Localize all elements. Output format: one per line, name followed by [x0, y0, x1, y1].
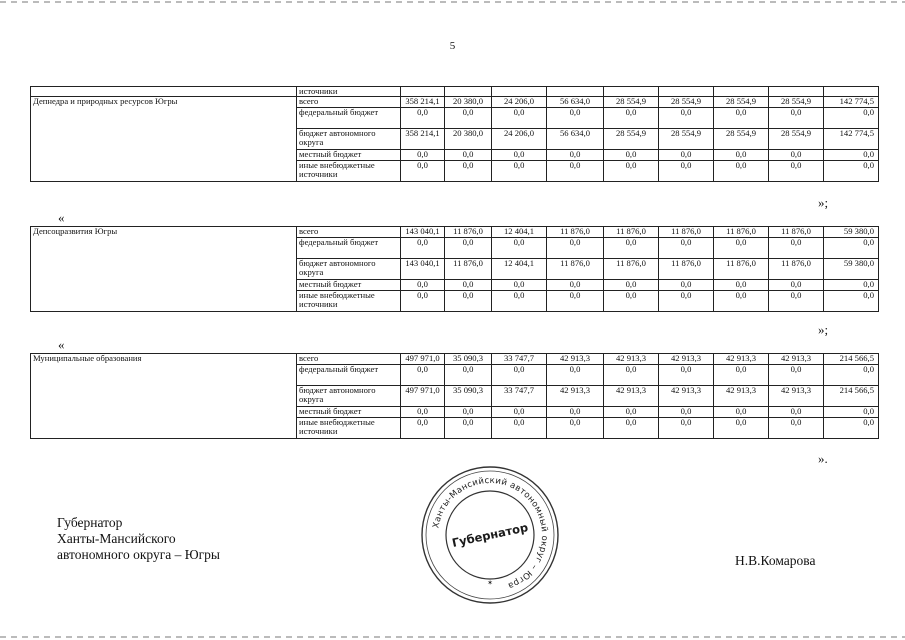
value-cell: 0,0 [604, 150, 659, 161]
table-row [31, 227, 879, 238]
value-cell: 0,0 [769, 418, 824, 439]
value-cell: 0,0 [604, 291, 659, 312]
value-cell: 0,0 [769, 238, 824, 259]
value-cell: 0,0 [824, 280, 879, 291]
table-row [31, 87, 879, 97]
signature-region: Ханты-Мансийского [57, 531, 176, 546]
value-cell: 0,0 [824, 291, 879, 312]
value-cell: 0,0 [401, 418, 445, 439]
value-cell: 0,0 [492, 108, 547, 129]
value-cell: 24 206,0 [492, 129, 547, 150]
value-cell: 28 554,9 [604, 129, 659, 150]
value-cell: 0,0 [604, 407, 659, 418]
official-stamp [419, 464, 561, 606]
value-cell: 42 913,3 [547, 386, 604, 407]
value-cell: 42 913,3 [659, 386, 714, 407]
value-cell: 12 404,1 [492, 259, 547, 280]
value-cell: 0,0 [492, 280, 547, 291]
source-cell: федеральный бюджет [297, 108, 401, 129]
value-cell [604, 87, 659, 97]
value-cell: 0,0 [492, 150, 547, 161]
value-cell: 11 876,0 [445, 227, 492, 238]
value-cell: 0,0 [769, 280, 824, 291]
value-cell: 0,0 [659, 161, 714, 182]
source-cell: бюджет автономного округа [297, 259, 401, 280]
value-cell: 0,0 [492, 418, 547, 439]
value-cell: 0,0 [714, 291, 769, 312]
value-cell: 0,0 [492, 238, 547, 259]
value-cell: 214 566,5 [824, 386, 879, 407]
value-cell: 42 913,3 [769, 386, 824, 407]
organization-cell: Депсоцразвития Югры [31, 227, 297, 312]
closing-quote-final: ». [818, 451, 828, 466]
value-cell: 42 913,3 [714, 386, 769, 407]
source-cell: федеральный бюджет [297, 365, 401, 386]
value-cell: 0,0 [445, 280, 492, 291]
value-cell: 28 554,9 [714, 129, 769, 150]
value-cell: 42 913,3 [769, 354, 824, 365]
value-cell: 0,0 [547, 291, 604, 312]
value-cell: 24 206,0 [492, 97, 547, 108]
value-cell: 0,0 [547, 238, 604, 259]
source-cell: всего [297, 97, 401, 108]
value-cell: 0,0 [401, 150, 445, 161]
value-cell: 11 876,0 [604, 227, 659, 238]
value-cell: 11 876,0 [714, 227, 769, 238]
value-cell: 0,0 [714, 280, 769, 291]
value-cell: 11 876,0 [714, 259, 769, 280]
value-cell: 0,0 [659, 365, 714, 386]
source-cell: местный бюджет [297, 407, 401, 418]
value-cell: 497 971,0 [401, 354, 445, 365]
value-cell: 42 913,3 [659, 354, 714, 365]
source-cell: местный бюджет [297, 280, 401, 291]
value-cell [824, 87, 879, 97]
value-cell: 0,0 [714, 150, 769, 161]
value-cell: 42 913,3 [714, 354, 769, 365]
scan-edge-bottom [0, 636, 905, 638]
source-cell: бюджет автономного округа [297, 129, 401, 150]
source-cell: иные внебюджетные источники [297, 161, 401, 182]
value-cell [714, 87, 769, 97]
budget-table-socdev [30, 226, 879, 312]
source-cell: источники [297, 87, 401, 97]
stamp-center-text: Губернатор [450, 520, 530, 550]
value-cell: 0,0 [547, 150, 604, 161]
value-cell: 143 040,1 [401, 227, 445, 238]
value-cell [659, 87, 714, 97]
value-cell: 0,0 [445, 291, 492, 312]
value-cell: 0,0 [445, 108, 492, 129]
value-cell: 20 380,0 [445, 97, 492, 108]
value-cell: 42 913,3 [604, 386, 659, 407]
value-cell: 28 554,9 [714, 97, 769, 108]
value-cell: 0,0 [714, 161, 769, 182]
value-cell: 11 876,0 [604, 259, 659, 280]
value-cell: 0,0 [401, 238, 445, 259]
value-cell: 59 380,0 [824, 259, 879, 280]
value-cell [769, 87, 824, 97]
value-cell: 35 090,3 [445, 354, 492, 365]
value-cell: 0,0 [445, 418, 492, 439]
source-cell: местный бюджет [297, 150, 401, 161]
value-cell: 0,0 [492, 161, 547, 182]
value-cell: 358 214,1 [401, 97, 445, 108]
value-cell: 0,0 [659, 407, 714, 418]
value-cell: 142 774,5 [824, 129, 879, 150]
value-cell: 0,0 [401, 280, 445, 291]
value-cell: 0,0 [714, 108, 769, 129]
value-cell: 497 971,0 [401, 386, 445, 407]
source-cell: всего [297, 354, 401, 365]
table-row [31, 97, 879, 108]
value-cell: 0,0 [769, 161, 824, 182]
value-cell: 142 774,5 [824, 97, 879, 108]
opening-quote: « [58, 337, 65, 352]
organization-cell: Муниципальные образования [31, 354, 297, 439]
stamp-ring-text: Ханты-Мансийский автономный округ – Югра [431, 475, 550, 591]
value-cell: 0,0 [547, 108, 604, 129]
value-cell: 0,0 [824, 150, 879, 161]
value-cell: 0,0 [401, 407, 445, 418]
page-number: 5 [449, 40, 456, 52]
value-cell: 0,0 [445, 161, 492, 182]
value-cell: 0,0 [824, 161, 879, 182]
value-cell: 0,0 [492, 365, 547, 386]
value-cell: 0,0 [492, 407, 547, 418]
value-cell: 0,0 [659, 418, 714, 439]
value-cell: 11 876,0 [659, 259, 714, 280]
value-cell: 11 876,0 [547, 227, 604, 238]
value-cell: 214 566,5 [824, 354, 879, 365]
value-cell [492, 87, 547, 97]
value-cell: 42 913,3 [604, 354, 659, 365]
value-cell: 33 747,7 [492, 354, 547, 365]
value-cell: 0,0 [445, 407, 492, 418]
value-cell: 0,0 [401, 161, 445, 182]
value-cell: 11 876,0 [769, 227, 824, 238]
source-cell: всего [297, 227, 401, 238]
value-cell: 42 913,3 [547, 354, 604, 365]
value-cell: 0,0 [714, 418, 769, 439]
value-cell: 0,0 [547, 418, 604, 439]
value-cell: 0,0 [401, 365, 445, 386]
value-cell: 0,0 [547, 407, 604, 418]
value-cell: 0,0 [445, 150, 492, 161]
value-cell: 0,0 [547, 161, 604, 182]
value-cell: 12 404,1 [492, 227, 547, 238]
value-cell: 0,0 [659, 280, 714, 291]
signature-block [57, 515, 220, 563]
source-cell: федеральный бюджет [297, 238, 401, 259]
value-cell [401, 87, 445, 97]
value-cell: 33 747,7 [492, 386, 547, 407]
table-row [31, 354, 879, 365]
value-cell: 0,0 [604, 418, 659, 439]
value-cell: 0,0 [824, 108, 879, 129]
value-cell: 0,0 [714, 365, 769, 386]
closing-quote: »; [818, 322, 829, 337]
value-cell: 56 634,0 [547, 129, 604, 150]
value-cell: 28 554,9 [769, 129, 824, 150]
value-cell: 0,0 [604, 238, 659, 259]
value-cell: 56 634,0 [547, 97, 604, 108]
value-cell: 35 090,3 [445, 386, 492, 407]
signature-title: Губернатор [57, 515, 123, 530]
value-cell: 0,0 [659, 150, 714, 161]
opening-quote: « [58, 210, 65, 225]
value-cell: 11 876,0 [547, 259, 604, 280]
value-cell: 0,0 [769, 150, 824, 161]
value-cell: 28 554,9 [769, 97, 824, 108]
value-cell: 0,0 [492, 291, 547, 312]
value-cell: 0,0 [547, 280, 604, 291]
source-cell: иные внебюджетные источники [297, 291, 401, 312]
value-cell [445, 87, 492, 97]
signer-name: Н.В.Комарова [735, 553, 816, 568]
value-cell: 0,0 [824, 238, 879, 259]
value-cell: 0,0 [659, 238, 714, 259]
value-cell: 28 554,9 [659, 97, 714, 108]
value-cell: 0,0 [769, 108, 824, 129]
value-cell: 0,0 [769, 291, 824, 312]
value-cell: 0,0 [769, 407, 824, 418]
organization-cell: Депнедра и природных ресурсов Югры [31, 97, 297, 182]
source-cell: иные внебюджетные источники [297, 418, 401, 439]
value-cell: 0,0 [714, 407, 769, 418]
closing-quote: »; [818, 195, 829, 210]
value-cell: 28 554,9 [659, 129, 714, 150]
value-cell: 0,0 [604, 280, 659, 291]
value-cell: 0,0 [604, 161, 659, 182]
value-cell: 0,0 [769, 365, 824, 386]
source-cell: бюджет автономного округа [297, 386, 401, 407]
stamp-star-icon: ✶ [487, 579, 493, 587]
value-cell [547, 87, 604, 97]
value-cell: 0,0 [604, 365, 659, 386]
value-cell: 0,0 [604, 108, 659, 129]
value-cell: 0,0 [659, 108, 714, 129]
value-cell: 0,0 [401, 108, 445, 129]
value-cell: 143 040,1 [401, 259, 445, 280]
value-cell: 59 380,0 [824, 227, 879, 238]
value-cell: 0,0 [445, 365, 492, 386]
value-cell: 0,0 [547, 365, 604, 386]
value-cell: 0,0 [824, 365, 879, 386]
scan-edge-top [0, 1, 905, 3]
budget-table-nedra [30, 86, 879, 182]
org-cell-continued [31, 87, 297, 97]
value-cell: 0,0 [659, 291, 714, 312]
budget-table-municipal [30, 353, 879, 439]
signature-region-2: автономного округа – Югры [57, 547, 220, 562]
value-cell: 0,0 [401, 291, 445, 312]
value-cell: 11 876,0 [659, 227, 714, 238]
value-cell: 0,0 [714, 238, 769, 259]
value-cell: 0,0 [824, 407, 879, 418]
value-cell: 0,0 [824, 418, 879, 439]
value-cell: 11 876,0 [445, 259, 492, 280]
value-cell: 20 380,0 [445, 129, 492, 150]
value-cell: 358 214,1 [401, 129, 445, 150]
value-cell: 28 554,9 [604, 97, 659, 108]
value-cell: 11 876,0 [769, 259, 824, 280]
value-cell: 0,0 [445, 238, 492, 259]
